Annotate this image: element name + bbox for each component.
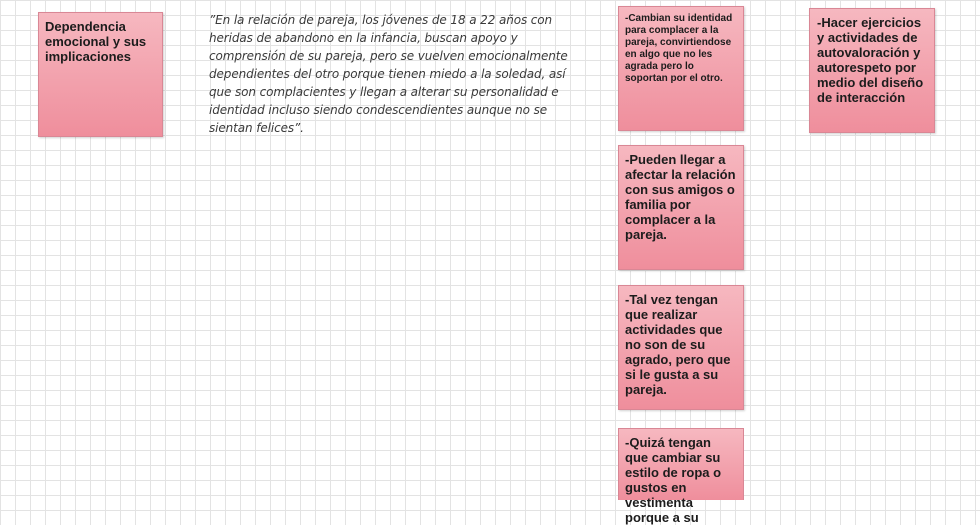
sticky-note-implication-text: -Quizá tengan que cambiar su estilo de ropa o gustos en vestimenta porque a su [625,435,722,525]
sticky-note-implication-text: -Cambian su identidad para complacer a la pareja, convirtiendose en algo que no les agrada pero lo soportan por el otro. [625,13,733,84]
sticky-note-implication-text: -Tal vez tengan que realizar actividades que no son de su agrado, pero que si le gusta a su pareja. [625,292,731,397]
sticky-note-title[interactable] [38,12,163,137]
sticky-note-implication-2[interactable] [618,145,744,270]
sticky-note-implication-1[interactable] [618,6,744,131]
sticky-note-implication-3[interactable] [618,285,744,410]
sticky-note-solution-text: -Hacer ejercicios y actividades de autovaloración y autorespeto por medio del diseño de interacción [817,15,924,105]
sticky-note-title-text: Dependencia emocional y sus implicaciones [45,19,147,64]
sticky-note-implication-text: -Pueden llegar a afectar la relación con sus amigos o familia por complacer a la pareja. [625,152,736,242]
sticky-note-solution[interactable] [809,8,935,133]
sticky-note-implication-4[interactable] [618,428,744,525]
quote-text[interactable]: ”En la relación de pareja, los jóvenes de 18 a 22 años con heridas de abandono en la infancia, buscan apoyo y comprensión de su pareja, pero se vuelven emocionalmente dependientes del otro porque tienen miedo a la soledad, así que son complacientes y llegan a alterar su personalidad e identidad incluso siendo condescendientes aunque no se sientan felices”. [209,13,568,135]
